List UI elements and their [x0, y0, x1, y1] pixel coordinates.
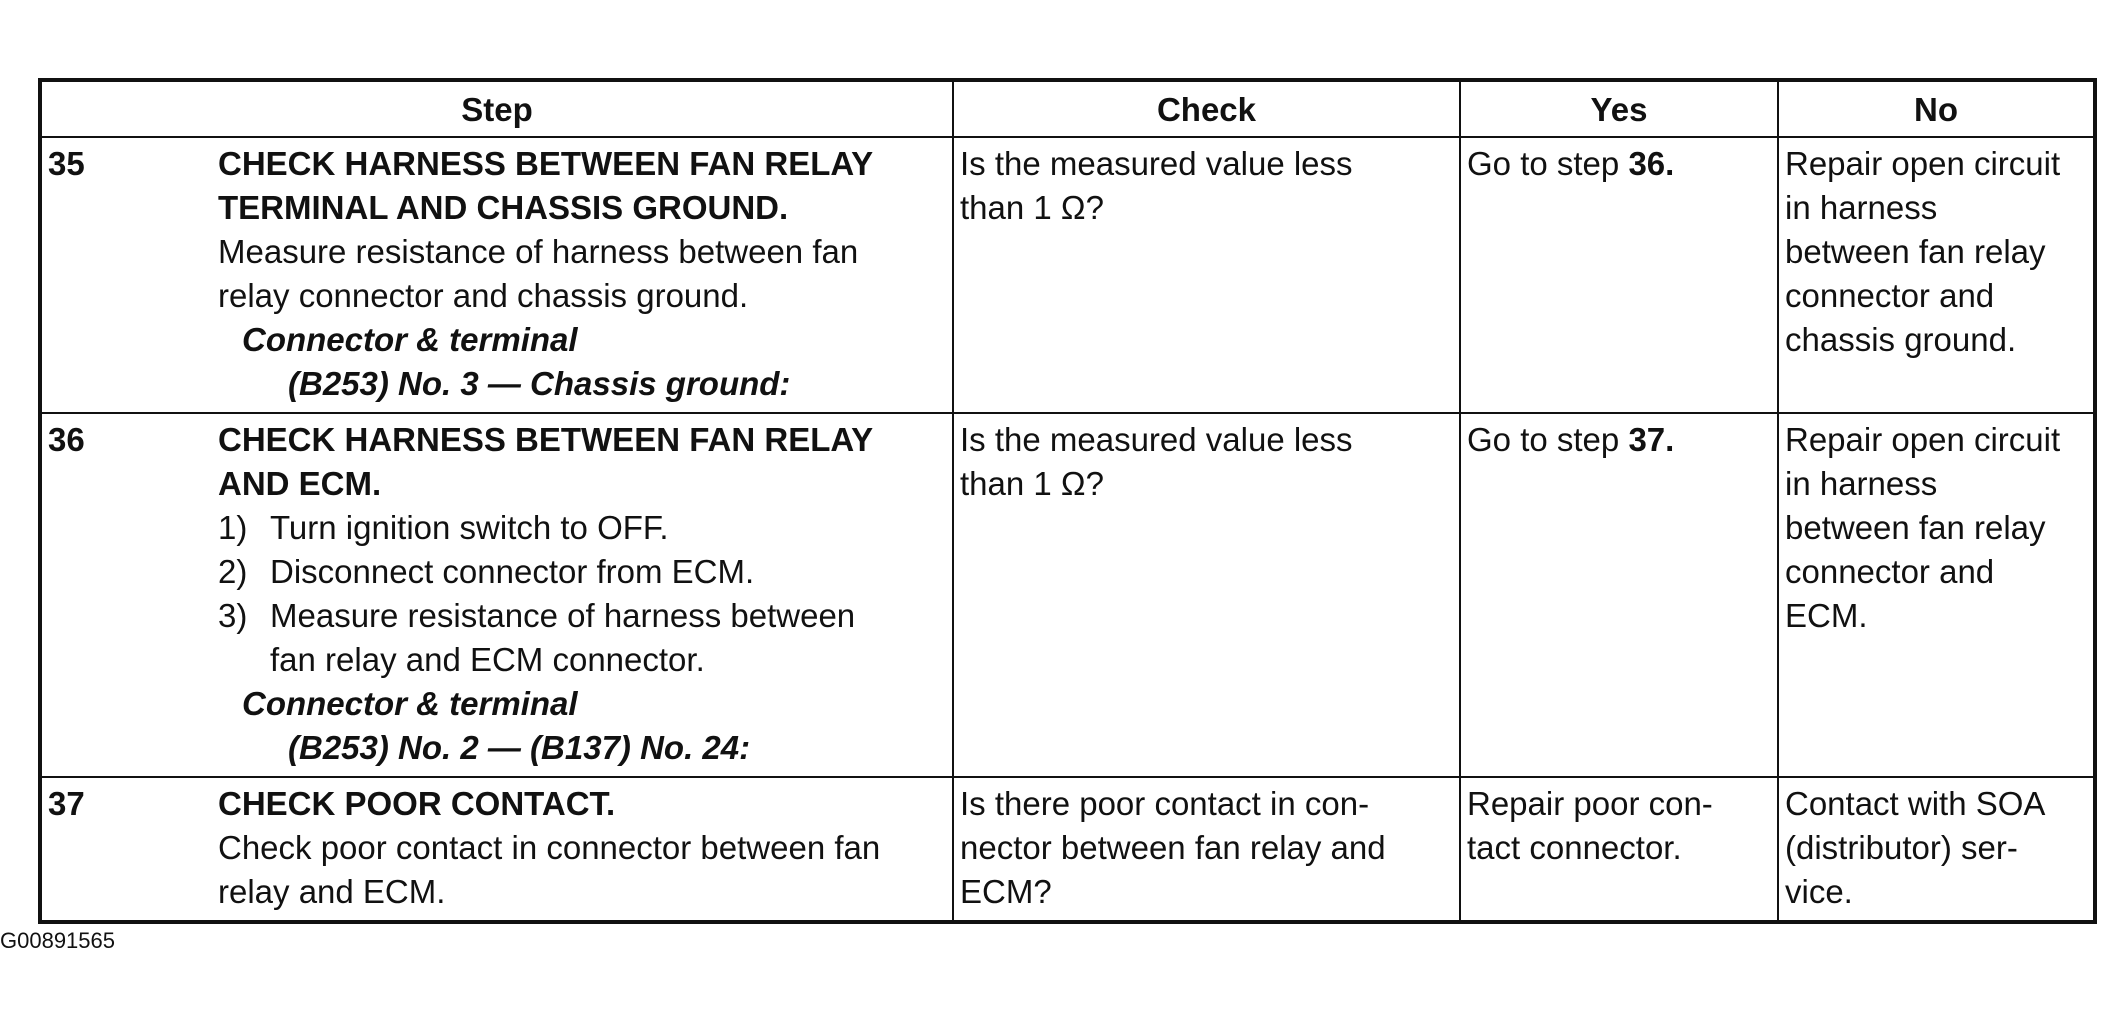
procedure-step-number: 1)	[218, 509, 248, 546]
connector-terminal-label: Connector & terminal	[242, 685, 578, 722]
step-title-line: AND ECM.	[218, 465, 382, 502]
no-cell	[1778, 777, 2095, 922]
step-description-line: Measure resistance of harness between fan	[218, 233, 859, 270]
check-line: than 1 Ω?	[960, 465, 1104, 502]
step-description-line: relay and ECM.	[218, 873, 446, 910]
procedure-step-number: 3)	[218, 597, 248, 634]
table-header-row	[40, 80, 2095, 137]
check-line: Is there poor contact in con-	[960, 785, 1370, 822]
check-line: Is the measured value less	[960, 145, 1353, 182]
yes-text: Go to step	[1467, 421, 1629, 458]
check-line: nector between fan relay and	[960, 829, 1386, 866]
procedure-step-text: fan relay and ECM connector.	[270, 641, 705, 678]
no-cell	[1778, 137, 2095, 413]
no-line: connector and	[1785, 277, 1995, 314]
connector-terminal-value: (B253) No. 2 — (B137) No. 24:	[288, 729, 751, 766]
procedure-step	[218, 506, 946, 550]
table-row	[40, 413, 2095, 777]
step-cell	[40, 413, 953, 777]
connector-terminal-value: (B253) No. 3 — Chassis ground:	[288, 365, 791, 402]
step-title-line: CHECK POOR CONTACT.	[218, 785, 616, 822]
step-number: 37	[48, 785, 85, 822]
header-check: Check	[953, 80, 1460, 137]
step-description-line: relay connector and chassis ground.	[218, 277, 749, 314]
step-description-line: Check poor contact in connector between fan	[218, 829, 881, 866]
connector-terminal-label: Connector & terminal	[242, 321, 578, 358]
figure-id: G00891565	[0, 928, 115, 953]
procedure-step-text: Turn ignition switch to OFF.	[270, 509, 669, 546]
no-line: Repair open circuit	[1785, 421, 2061, 458]
no-line: in harness	[1785, 465, 1938, 502]
no-line: ECM.	[1785, 597, 1868, 634]
step-number: 35	[48, 145, 85, 182]
yes-step-ref: 37.	[1628, 421, 1675, 458]
header-no: No	[1778, 80, 2095, 137]
yes-text: tact connector.	[1467, 829, 1682, 866]
no-line: between fan relay	[1785, 509, 2046, 546]
yes-text: Repair poor con-	[1467, 785, 1713, 822]
procedure-step	[218, 594, 946, 682]
step-number: 36	[48, 421, 85, 458]
check-cell	[953, 413, 1460, 777]
check-line: ECM?	[960, 873, 1052, 910]
no-line: Contact with SOA	[1785, 785, 2046, 822]
yes-cell	[1460, 777, 1778, 922]
no-line: connector and	[1785, 553, 1995, 590]
no-line: in harness	[1785, 189, 1938, 226]
table-row	[40, 137, 2095, 413]
step-cell	[40, 777, 953, 922]
no-cell	[1778, 413, 2095, 777]
check-cell	[953, 777, 1460, 922]
header-yes: Yes	[1460, 80, 1778, 137]
no-line: vice.	[1785, 873, 1853, 910]
no-line: chassis ground.	[1785, 321, 2017, 358]
step-cell	[40, 137, 953, 413]
yes-cell	[1460, 137, 1778, 413]
yes-step-ref: 36.	[1628, 145, 1675, 182]
yes-text: Go to step	[1467, 145, 1629, 182]
procedure-step-text: Measure resistance of harness between	[270, 597, 856, 634]
procedure-step-number: 2)	[218, 553, 248, 590]
check-line: than 1 Ω?	[960, 189, 1104, 226]
check-line: Is the measured value less	[960, 421, 1353, 458]
no-line: between fan relay	[1785, 233, 2046, 270]
step-title-line: CHECK HARNESS BETWEEN FAN RELAY	[218, 421, 874, 458]
no-line: Repair open circuit	[1785, 145, 2061, 182]
yes-cell	[1460, 413, 1778, 777]
check-cell	[953, 137, 1460, 413]
step-title-line: TERMINAL AND CHASSIS GROUND.	[218, 189, 789, 226]
table-row	[40, 777, 2095, 922]
no-line: (distributor) ser-	[1785, 829, 2018, 866]
procedure-step-text: Disconnect connector from ECM.	[270, 553, 755, 590]
step-title-line: CHECK HARNESS BETWEEN FAN RELAY	[218, 145, 874, 182]
diagnostic-table	[38, 78, 2097, 924]
procedure-step	[218, 550, 946, 594]
header-step: Step	[40, 80, 953, 137]
